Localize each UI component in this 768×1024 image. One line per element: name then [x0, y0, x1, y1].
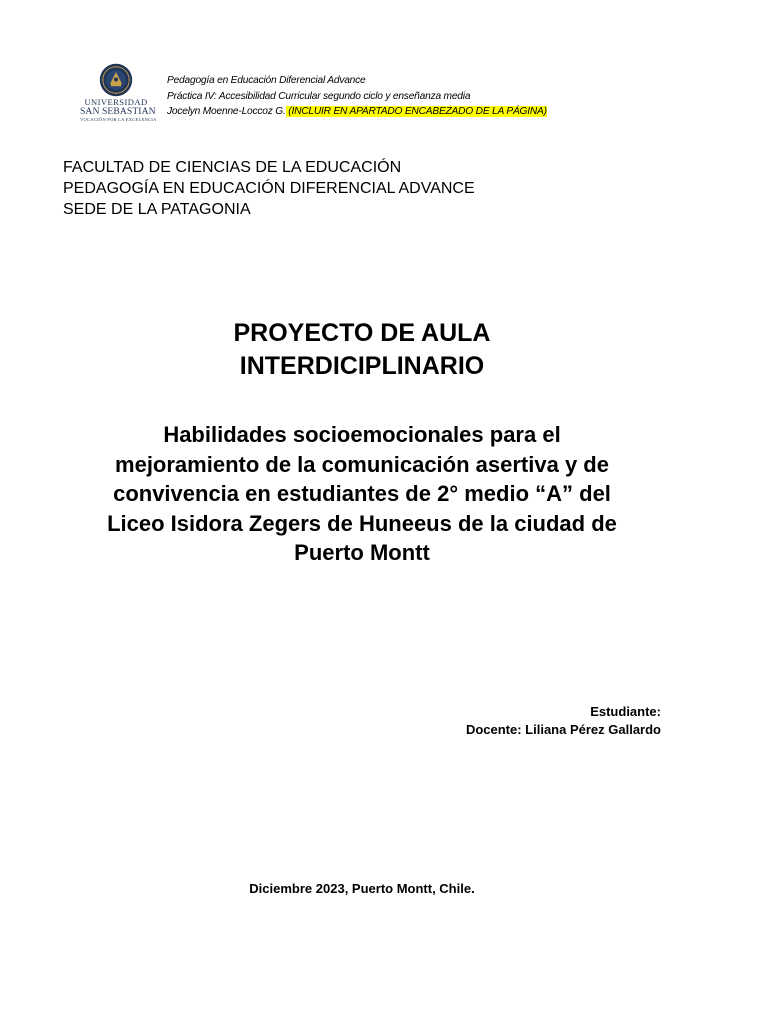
page-header [167, 73, 547, 120]
faculty-line: FACULTAD DE CIENCIAS DE LA EDUCACIÓN [63, 159, 402, 176]
title-line: PROYECTO DE AULA [233, 319, 491, 347]
logo-name-line1: UNIVERSIDAD [84, 97, 148, 107]
header-line-course: Práctica IV: Accesibilidad Curricular segundo ciclo y enseñanza media [167, 90, 471, 102]
university-logo [80, 63, 157, 135]
header-line-program: Pedagogía en Educación Diferencial Advance [167, 75, 366, 86]
people-block [466, 703, 661, 739]
teacher-label: Docente: Liliana Pérez Gallardo [465, 722, 661, 737]
subtitle-line: convivencia en estudiantes de 2° medio “A” del [113, 481, 611, 506]
date-place: Diciembre 2023, Puerto Montt, Chile. [249, 881, 475, 896]
subtitle-line: Puerto Montt [294, 540, 430, 565]
subtitle-line: mejoramiento de la comunicación asertiva y de [115, 451, 609, 477]
title-line: INTERDICIPLINARIO [239, 352, 485, 380]
header-highlight-note: (INCLUIR EN APARTADO ENCABEZADO DE LA PÁGINA) [285, 106, 547, 117]
subtitle-line: Liceo Isidora Zegers de Huneeus de la ciudad de [107, 510, 617, 536]
university-seal-icon [99, 63, 133, 97]
header-line-author [167, 104, 547, 120]
logo-tagline: VOCACIÓN POR LA EXCELENCIA [80, 117, 157, 122]
header-author-name: Jocelyn Moenne-Loccoz G. [167, 106, 286, 117]
campus-line: SEDE DE LA PATAGONIA [63, 201, 251, 218]
logo-name-line2: SAN SEBASTIAN [80, 106, 156, 117]
faculty-block [63, 157, 475, 220]
document-subtitle [40, 420, 684, 568]
document-title [0, 317, 724, 383]
subtitle-line: Habilidades socioemocionales para el [163, 422, 561, 447]
program-line: PEDAGOGÍA EN EDUCACIÓN DIFERENCIAL ADVANCE [63, 180, 475, 197]
student-label: Estudiante: [590, 704, 661, 719]
